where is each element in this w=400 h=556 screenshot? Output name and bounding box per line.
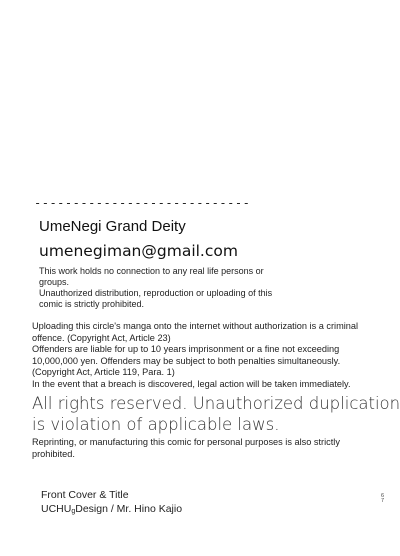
cover-credits <box>41 489 182 518</box>
page-number <box>381 494 384 504</box>
legal-line: 10,000,000 yen. Offenders may be subject to both penalties simultaneously. <box>32 355 341 366</box>
rights-sub-line: prohibited. <box>32 449 75 459</box>
circle-name: UmeNegi Grand Deity <box>39 218 186 235</box>
disclaimer-line: This work holds no connection to any real life persons or groups. <box>39 266 264 287</box>
copyright-legal-notice <box>32 321 376 391</box>
rights-reserved-heading <box>32 393 400 435</box>
rights-heading-line: All rights reserved. Unauthorized duplication <box>32 394 400 413</box>
legal-line: Offenders are liable for up to 10 years imprisonment or a fine not exceeding <box>32 344 340 355</box>
legal-line: offence. (Copyright Act, Article 23) <box>32 332 171 343</box>
legal-line: (Copyright Act, Article 119, Para. 1) <box>32 367 175 378</box>
page-number-bottom: 7 <box>381 498 385 504</box>
rights-reserved-subtext <box>32 436 382 460</box>
credit-designer-name: Design / Mr. Hino Kajio <box>75 502 183 515</box>
disclaimer-notice <box>39 266 299 310</box>
legal-line: In the event that a breach is discovered, legal action will be taken immediately. <box>32 378 351 389</box>
page-number-top: 6 <box>381 493 385 499</box>
divider-line: ---------------------------- <box>34 196 251 210</box>
credit-designer-prefix: UCHU <box>41 502 72 515</box>
credit-role: Front Cover & Title <box>41 489 129 501</box>
legal-line: Uploading this circle's manga onto the internet without authorization is a criminal <box>32 321 359 331</box>
credit-designer-subscript: g <box>71 507 76 515</box>
rights-sub-line: Reprinting, or manufacturing this comic for personal purposes is also strictly <box>32 437 340 447</box>
contact-email: umenegiman@gmail.com <box>39 242 238 260</box>
disclaimer-line: Unauthorized distribution, reproduction or uploading of this comic is strictly prohibited. <box>39 288 273 309</box>
rights-heading-line: is violation of applicable laws. <box>32 415 280 434</box>
credit-designer <box>41 503 182 519</box>
